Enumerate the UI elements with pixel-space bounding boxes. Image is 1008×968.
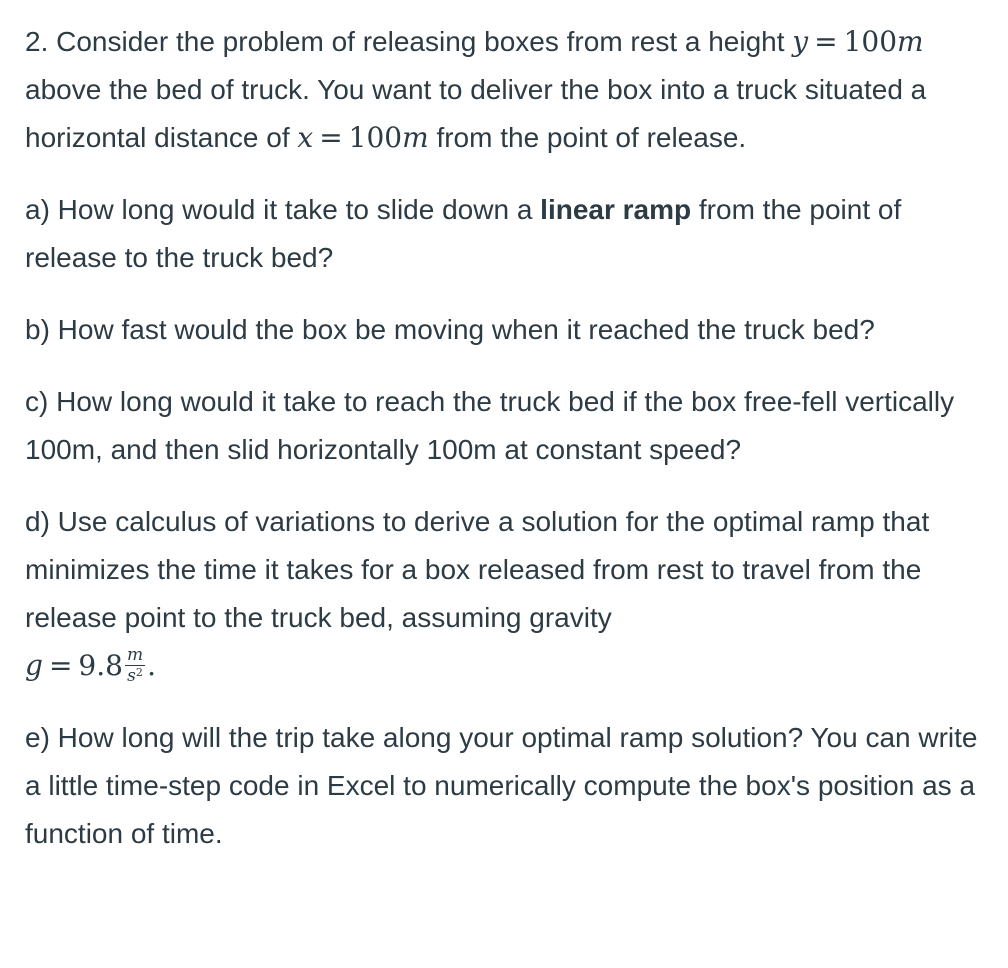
problem-document [25,18,985,882]
unit-m: m [402,121,429,154]
y-variable: y [792,25,809,58]
x-value: 100 [348,121,403,154]
y-value: 100 [843,25,898,58]
part-e [25,714,985,858]
fraction-denominator [125,666,145,685]
equation-period: . [147,649,156,682]
g-value: 9.8 [78,649,123,682]
fraction-numerator: m [126,644,144,665]
distance-equation [297,121,428,154]
g-variable: g [25,649,43,682]
part-c-text: c) How long would it take to reach the truck bed if the box free-fell vertically 100m, and then slid horizontally 100m at constant speed? [25,386,955,465]
part-e-text: e) How long will the trip take along your optimal ramp solution? You can write a little time-step code in Excel to numerically compute the box's position as a function of time. [25,722,978,849]
height-equation [792,25,923,58]
gravity-equation [25,644,156,686]
gravity-unit-fraction [125,644,145,686]
intro-suffix: from the point of release. [436,122,747,153]
part-a [25,186,985,282]
intro-prefix: 2. Consider the problem of releasing boxes from rest a height [25,26,785,57]
equals-sign: = [814,25,838,58]
denominator-exponent: 2 [135,665,143,679]
x-variable: x [297,121,314,154]
part-b-text: b) How fast would the box be moving when it reached the truck bed? [25,314,875,345]
part-c [25,378,985,474]
equals-sign: = [319,121,343,154]
equals-sign: = [48,649,73,682]
denominator-base: s [127,665,136,686]
part-a-prefix: a) How long would it take to slide down a [25,194,533,225]
part-a-bold: linear ramp [540,194,692,225]
part-a-suffix: from the point of release to the truck bed? [25,194,902,273]
unit-m: m [897,25,924,58]
part-d-text: d) Use calculus of variations to derive a solution for the optimal ramp that minimizes the time it takes for a box released from rest to travel from the release point to the truck bed, assuming gravity [25,506,930,633]
problem-intro [25,18,985,162]
intro-mid: above the bed of truck. You want to deliver the box into a truck situated a horizontal distance of [25,74,927,153]
part-d [25,498,985,690]
part-b [25,306,985,354]
